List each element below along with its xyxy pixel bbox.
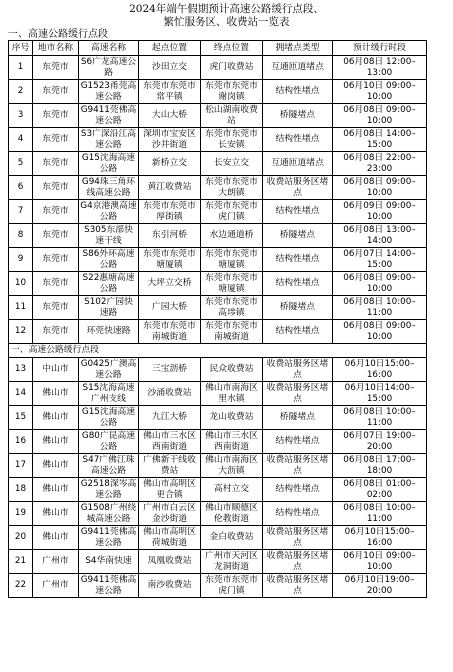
table-cell: 东莞市东莞市长安镇 bbox=[201, 128, 263, 152]
table-cell: 东莞市 bbox=[33, 248, 79, 272]
table-cell: 结构性堵点 bbox=[263, 272, 333, 296]
table-cell: 06月10日 09:00–10:00 bbox=[333, 550, 427, 574]
table-cell: 三宝沥桥 bbox=[139, 358, 201, 382]
table-cell: G1523甬莞高速公路 bbox=[79, 80, 139, 104]
table-row bbox=[9, 176, 427, 200]
table-cell: 东莞市东莞市南城街道 bbox=[201, 320, 263, 344]
table-cell: 东莞市 bbox=[33, 320, 79, 344]
table-cell: 结构性堵点 bbox=[263, 320, 333, 344]
subsection-row bbox=[9, 344, 427, 358]
table-cell: 06月08日 01:00–02:00 bbox=[333, 478, 427, 502]
table-cell: 广州市 bbox=[33, 550, 79, 574]
table-cell: 九江大桥 bbox=[139, 406, 201, 430]
table-cell: S102广园快速路 bbox=[79, 296, 139, 320]
table-row bbox=[9, 430, 427, 454]
table-cell: 民众收费站 bbox=[201, 358, 263, 382]
table-cell: 06月09日 09:00–10:00 bbox=[333, 200, 427, 224]
table-cell: G80广昆高速公路 bbox=[79, 430, 139, 454]
table-cell: 06月08日 10:00–11:00 bbox=[333, 502, 427, 526]
table-cell: G0425广澳高速公路 bbox=[79, 358, 139, 382]
table-row bbox=[9, 574, 427, 598]
table-cell: S6广龙高速公路 bbox=[79, 56, 139, 80]
table-cell: 东莞市东莞市塘厦镇 bbox=[201, 248, 263, 272]
table-cell: 结构性堵点 bbox=[263, 248, 333, 272]
table-row bbox=[9, 382, 427, 406]
table-cell: 2 bbox=[9, 80, 33, 104]
table-cell: 佛山市南海区大沥镇 bbox=[201, 454, 263, 478]
table-cell: 06月08日 14:00–15:00 bbox=[333, 128, 427, 152]
table-cell: 佛山市高明区荷城街道 bbox=[139, 526, 201, 550]
table-cell: 06月08日 09:00–10:00 bbox=[333, 176, 427, 200]
table-cell: 结构性堵点 bbox=[263, 200, 333, 224]
table-cell: 7 bbox=[9, 200, 33, 224]
table-cell: 06月08日 22:00–23:00 bbox=[333, 152, 427, 176]
table-row bbox=[9, 296, 427, 320]
subsection-title: 一、高速公路缓行点段 bbox=[9, 344, 427, 358]
table-cell: 收费站服务区堵点 bbox=[263, 574, 333, 598]
table-cell: 东莞市 bbox=[33, 176, 79, 200]
table-cell: 佛山市南海区里水镇 bbox=[201, 382, 263, 406]
table-cell: G4京港澳高速公路 bbox=[80, 200, 137, 222]
col-header: 地市名称 bbox=[33, 41, 79, 56]
table-cell: 东莞市东莞市常平镇 bbox=[139, 80, 201, 104]
table-cell: 收费站服务区堵点 bbox=[263, 358, 333, 382]
col-header: 预计缓行时段 bbox=[333, 41, 427, 56]
table-cell: 东莞市东莞市虎门镇 bbox=[201, 200, 263, 224]
table-cell: 结构性堵点 bbox=[263, 128, 333, 152]
table-cell: G15沈海高速公路 bbox=[79, 406, 139, 430]
table-cell: 佛山市 bbox=[33, 502, 79, 526]
table-cell: 06月08日 13:00–14:00 bbox=[333, 224, 427, 248]
table-body bbox=[9, 56, 427, 598]
table-cell: 佛山市 bbox=[33, 406, 79, 430]
table-cell: 6 bbox=[9, 176, 33, 200]
table-cell: 高村立交 bbox=[201, 478, 263, 502]
table-cell: 佛山市 bbox=[33, 478, 79, 502]
table-cell: 东莞市东莞市谢岗镇 bbox=[201, 80, 263, 104]
table-cell: 大山大桥 bbox=[139, 104, 201, 128]
table-cell: 东莞市 bbox=[33, 152, 79, 176]
table-row bbox=[9, 320, 427, 344]
col-header: 高速名称 bbox=[79, 41, 139, 56]
table-cell: 06月08日 17:00–18:00 bbox=[333, 454, 427, 478]
table-cell: 中山市 bbox=[33, 358, 79, 382]
table-cell: G1508广州绕城高速公路 bbox=[79, 502, 139, 526]
table-row bbox=[9, 526, 427, 550]
table-cell: 3 bbox=[9, 104, 33, 128]
table-cell: 南沙收费站 bbox=[139, 574, 201, 598]
table-cell: 东莞市 bbox=[33, 224, 79, 248]
table-cell: G9411莞佛高速公路 bbox=[79, 104, 139, 128]
table-cell: 广州市 bbox=[33, 574, 79, 598]
table-cell: 06月07日 14:00–15:00 bbox=[333, 248, 427, 272]
table-cell: G2518深岑高速公路 bbox=[79, 478, 139, 502]
table-cell: 佛山市 bbox=[33, 526, 79, 550]
col-header: 序号 bbox=[9, 41, 33, 56]
table-row bbox=[9, 80, 427, 104]
congestion-table bbox=[8, 40, 427, 598]
table-cell: 佛山市 bbox=[33, 430, 79, 454]
table-cell: 龙山收费站 bbox=[201, 406, 263, 430]
table-row bbox=[9, 406, 427, 430]
table-cell: 18 bbox=[9, 478, 33, 502]
table-cell: 结构性堵点 bbox=[263, 502, 333, 526]
table-cell: 东莞市东莞市高埗镇 bbox=[201, 296, 263, 320]
table-cell: 收费站服务区堵点 bbox=[263, 526, 333, 550]
table-cell: 1 bbox=[9, 56, 33, 80]
table-cell: S305东部快速干线 bbox=[79, 224, 139, 248]
table-row bbox=[9, 502, 427, 526]
table-cell: 结构性堵点 bbox=[263, 80, 333, 104]
table-cell: 19 bbox=[9, 502, 33, 526]
table-cell: G9411莞佛高速公路 bbox=[79, 526, 139, 550]
table-row bbox=[9, 56, 427, 80]
table-cell: 06月08日 10:00–11:00 bbox=[333, 406, 427, 430]
table-cell: 收费站服务区堵点 bbox=[263, 176, 333, 200]
table-cell: 10 bbox=[9, 272, 33, 296]
table-row bbox=[9, 104, 427, 128]
table-row bbox=[9, 478, 427, 502]
table-cell: 松山湖南收费站 bbox=[201, 104, 263, 128]
table-cell: 20 bbox=[9, 526, 33, 550]
table-cell: 东莞市 bbox=[33, 104, 79, 128]
table-cell: 金白收费站 bbox=[201, 526, 263, 550]
table-cell: 06月07日 19:00–20:00 bbox=[333, 430, 427, 454]
table-cell: 佛山市 bbox=[33, 454, 79, 478]
table-cell: 06月08日 09:00–10:00 bbox=[333, 320, 427, 344]
page-title-line1: 2024年端午假期预计高速公路缓行点段、 bbox=[129, 3, 324, 15]
table-cell: 互通匝道堵点 bbox=[263, 152, 333, 176]
table-cell: G94珠三角环线高速公路 bbox=[79, 176, 139, 200]
table-cell: 5 bbox=[9, 152, 33, 176]
col-header: 起点位置 bbox=[139, 41, 201, 56]
table-cell: S86外环高速公路 bbox=[79, 248, 139, 272]
table-cell: 广州市白云区金沙街道 bbox=[139, 502, 201, 526]
table-cell: 东莞市东莞市南城街道 bbox=[139, 320, 201, 344]
table-cell: G15沈海高速公路 bbox=[79, 152, 139, 176]
table-cell: 东莞市 bbox=[33, 200, 79, 224]
table-cell: 水边通道桥 bbox=[201, 224, 263, 248]
table-cell: 佛山市高明区更合镇 bbox=[139, 478, 201, 502]
table-cell: S4华南快速 bbox=[79, 550, 139, 574]
table-cell: 4 bbox=[9, 128, 33, 152]
table-row bbox=[9, 358, 427, 382]
table-cell: 14 bbox=[9, 382, 33, 406]
table-cell: 06月10日15:00–16:00 bbox=[333, 526, 427, 550]
table-cell: 06月10日19:00–20:00 bbox=[333, 574, 427, 598]
table-cell: 13 bbox=[9, 358, 33, 382]
table-cell: S3广深沿江高速公路 bbox=[79, 128, 139, 152]
table-row bbox=[9, 550, 427, 574]
table-cell: 东莞市 bbox=[33, 128, 79, 152]
table-cell: 佛山市 bbox=[33, 382, 79, 406]
page-title-line2: 繁忙服务区、收费站一览表 bbox=[163, 16, 290, 28]
table-cell: 虎门收费站 bbox=[201, 56, 263, 80]
table-cell: 17 bbox=[9, 454, 33, 478]
table-cell: 东莞市东莞市虎门镇 bbox=[201, 574, 263, 598]
table-cell: 新桥立交 bbox=[139, 152, 201, 176]
col-header: 终点位置 bbox=[201, 41, 263, 56]
table-cell: 06月08日 09:00–10:00 bbox=[333, 272, 427, 296]
table-cell: 06月08日 12:00–13:00 bbox=[333, 56, 427, 80]
table-cell: 大坪立交桥 bbox=[139, 272, 201, 296]
table-cell: 东莞市东莞市厚街镇 bbox=[139, 200, 201, 224]
table-row bbox=[9, 200, 427, 224]
table-row bbox=[9, 224, 427, 248]
table-cell: 互通匝道堵点 bbox=[263, 56, 333, 80]
table-cell: 广州市天河区龙洞街道 bbox=[201, 550, 263, 574]
table-cell: 佛山市三水区西南街道 bbox=[201, 430, 263, 454]
table-cell: 东引河桥 bbox=[139, 224, 201, 248]
table-row bbox=[9, 454, 427, 478]
table-cell: 15 bbox=[9, 406, 33, 430]
table-cell: 12 bbox=[9, 320, 33, 344]
table-cell: 06月10日15:00–16:00 bbox=[333, 358, 427, 382]
table-cell: 东莞市 bbox=[33, 296, 79, 320]
table-cell: 06月10日14:00–15:00 bbox=[333, 382, 427, 406]
table-cell: 桥隧堵点 bbox=[263, 104, 333, 128]
table-cell: 广园大桥 bbox=[139, 296, 201, 320]
table-row bbox=[9, 128, 427, 152]
table-cell: S22惠塘高速公路 bbox=[79, 272, 139, 296]
table-cell: 沙田立交 bbox=[139, 56, 201, 80]
table-header-row bbox=[9, 41, 427, 56]
col-header: 拥堵点类型 bbox=[263, 41, 333, 56]
table-cell: 环莞快速路 bbox=[79, 320, 139, 344]
table-cell: 东莞市东莞市大朗镇 bbox=[201, 176, 263, 200]
table-row bbox=[9, 272, 427, 296]
table-cell: 黄江收费站 bbox=[139, 176, 201, 200]
table-cell: 结构性堵点 bbox=[263, 478, 333, 502]
table-cell: 东莞市 bbox=[33, 80, 79, 104]
table-cell: 06月10日 09:00–10:00 bbox=[333, 80, 427, 104]
table-row bbox=[9, 152, 427, 176]
table-cell: G9411莞佛高速公路 bbox=[79, 574, 139, 598]
table-cell: 收费站服务区堵点 bbox=[263, 550, 333, 574]
table-cell: 桥隧堵点 bbox=[263, 406, 333, 430]
table-cell: 广佛新干线收费站 bbox=[139, 454, 201, 478]
table-cell: 长安立交 bbox=[201, 152, 263, 176]
table-cell: 8 bbox=[9, 224, 33, 248]
table-cell: 06月08日 09:00–10:00 bbox=[333, 104, 427, 128]
table-cell: 佛山市三水区西南街道 bbox=[139, 430, 201, 454]
table-cell: 收费站服务区堵点 bbox=[263, 454, 333, 478]
table-cell: 东莞市东莞市塘厦镇 bbox=[139, 248, 201, 272]
table-row bbox=[9, 248, 427, 272]
table-cell: 凤凰收费站 bbox=[139, 550, 201, 574]
table-cell: 沙涌收费站 bbox=[139, 382, 201, 406]
table-cell: 东莞市东莞市塘厦镇 bbox=[201, 272, 263, 296]
table-cell: 收费站服务区堵点 bbox=[263, 382, 333, 406]
table-cell: S15沈海高速广州支线 bbox=[79, 382, 139, 406]
table-cell: 结构性堵点 bbox=[263, 430, 333, 454]
table-cell: 16 bbox=[9, 430, 33, 454]
table-cell: 佛山市顺德区伦教街道 bbox=[201, 502, 263, 526]
table-cell: 东莞市 bbox=[33, 272, 79, 296]
table-cell: 东莞市 bbox=[33, 56, 79, 80]
table-cell: 11 bbox=[9, 296, 33, 320]
table-cell: 22 bbox=[9, 574, 33, 598]
table-cell: 06月08日 10:00–11:00 bbox=[333, 296, 427, 320]
table-cell: S47广佛江珠高速公路 bbox=[79, 454, 139, 478]
table-cell: 桥隧堵点 bbox=[263, 296, 333, 320]
table-cell: 9 bbox=[9, 248, 33, 272]
table-cell: 21 bbox=[9, 550, 33, 574]
section-title: 一、高速公路缓行点段 bbox=[8, 29, 108, 40]
table-cell: 深圳市宝安区沙井街道 bbox=[139, 128, 201, 152]
table-cell: 桥隧堵点 bbox=[263, 224, 333, 248]
